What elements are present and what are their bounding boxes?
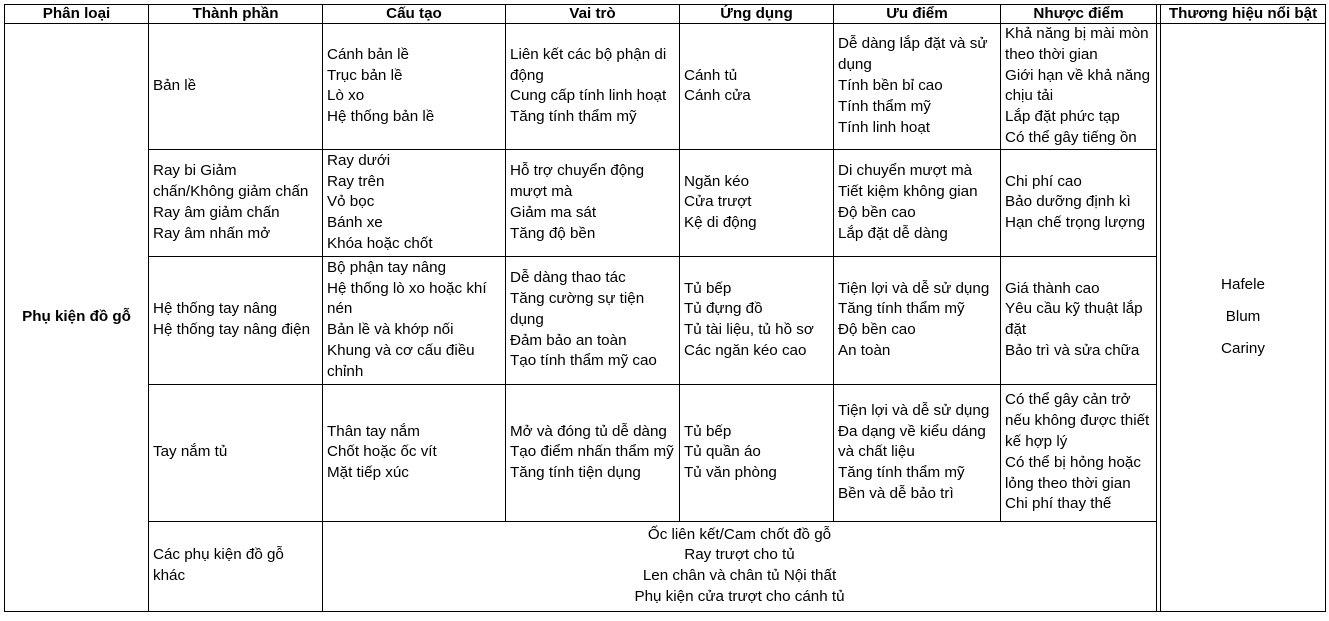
brand-name: Blum <box>1225 307 1261 325</box>
cell-line: Tăng cường sự tiện dụng <box>510 290 645 328</box>
header-pros: Ưu điểm <box>834 5 1001 24</box>
cell-line: Tính thẩm mỹ <box>838 97 931 115</box>
cell-line: Cánh bản lề <box>327 45 409 63</box>
cell-line: Khả năng bị mài mòn theo thời gian <box>1005 25 1149 63</box>
cell-line: An toàn <box>838 342 891 360</box>
cell-line: Ray âm giảm chấn <box>153 203 280 221</box>
cell-line: Kệ di động <box>684 214 757 232</box>
header-cons: Nhược điểm <box>1001 5 1157 24</box>
cell-line: Mặt tiếp xúc <box>327 464 409 482</box>
cell-line: Cung cấp tính linh hoạt <box>510 87 667 105</box>
application-cell <box>680 384 834 521</box>
cell-line: Lắp đặt dễ dàng <box>838 224 948 242</box>
cell-line: Bền và dễ bảo trì <box>838 484 954 502</box>
cell-line: Tăng tính thẩm mỹ <box>838 300 965 318</box>
cell-line: Ray bi Giảm chấn/Không giảm chấn <box>153 162 309 200</box>
cell-line: Bộ phận tay nâng <box>327 258 447 276</box>
cell-line: Ray trên <box>327 172 385 190</box>
cell-line: Len chân và chân tủ Nội thất <box>642 567 837 585</box>
role-cell <box>506 256 680 384</box>
header-structure: Cấu tạo <box>323 5 506 24</box>
cell-line: Chi phí thay thế <box>1005 495 1112 513</box>
cell-line: Ray trượt cho tủ <box>684 546 795 564</box>
cell-line: Tăng độ bền <box>510 224 596 242</box>
structure-cell <box>323 256 506 384</box>
header-role: Vai trò <box>506 5 680 24</box>
cell-line: Tăng tính thẩm mỹ <box>510 108 637 126</box>
cell-line: Bản lề và khớp nối <box>327 321 454 339</box>
cell-line: Có thể bị hỏng hoặc lỏng theo thời gian <box>1005 453 1141 492</box>
application-cell <box>680 256 834 384</box>
pros-cell <box>834 149 1001 256</box>
component-cell <box>149 149 323 256</box>
cell-line: Thân tay nắm <box>327 422 420 440</box>
cell-line: Tay nắm tủ <box>153 443 228 461</box>
structure-cell <box>323 24 506 150</box>
cell-line: Tủ văn phòng <box>684 464 777 482</box>
cell-line: Tăng tính tiện dụng <box>510 464 641 482</box>
role-cell <box>506 384 680 521</box>
cell-line: Cánh cửa <box>684 87 751 105</box>
cons-cell <box>1001 24 1157 150</box>
cell-line: Hệ thống tay nâng <box>153 300 278 318</box>
cell-line: Chốt hoặc ốc vít <box>327 443 437 461</box>
table-row <box>5 521 1326 611</box>
cell-line: Bảo trì và sửa chữa <box>1005 342 1140 360</box>
cell-line: Các phụ kiện đồ gỗ khác <box>153 546 284 585</box>
cell-line: Tạo điểm nhấn thẩm mỹ <box>510 443 674 461</box>
pros-cell <box>834 256 1001 384</box>
application-cell <box>680 24 834 150</box>
cell-line: Hệ thống bản lề <box>327 108 435 126</box>
role-cell <box>506 149 680 256</box>
cell-line: Ốc liên kết/Cam chốt đồ gỗ <box>647 525 832 543</box>
cell-line: Vỏ bọc <box>327 193 375 211</box>
cell-line: Chi phí cao <box>1005 172 1082 190</box>
component-cell <box>149 24 323 150</box>
cell-line: Các ngăn kéo cao <box>684 342 807 360</box>
cell-line: Tiện lợi và dễ sử dụng <box>838 279 990 297</box>
cell-line: Bảo dưỡng định kì <box>1005 193 1131 211</box>
accessories-table <box>4 4 1326 612</box>
role-cell <box>506 24 680 150</box>
cell-line: Có thể gây cản trở nếu không được thiết kế hợp lý <box>1005 391 1150 450</box>
table-row <box>5 24 1326 150</box>
cell-line: Tiện lợi và dễ sử dụng <box>838 401 990 419</box>
header-category: Phân loại <box>5 5 149 24</box>
cell-line: Bánh xe <box>327 214 383 232</box>
cons-cell <box>1001 256 1157 384</box>
cell-line: Tăng tính thẩm mỹ <box>838 464 965 482</box>
component-cell <box>149 256 323 384</box>
cell-line: Tủ bếp <box>684 279 732 297</box>
other-accessories-cell <box>323 521 1157 611</box>
cell-line: Tủ đựng đồ <box>684 300 763 318</box>
brands-cell <box>1161 24 1326 612</box>
pros-cell <box>834 24 1001 150</box>
application-cell <box>680 149 834 256</box>
cell-line: Tủ bếp <box>684 422 732 440</box>
cell-line: Giới hạn về khả năng chịu tải <box>1005 66 1151 105</box>
cell-line: Cửa trượt <box>684 193 752 211</box>
cell-line: Tính linh hoạt <box>838 118 931 136</box>
cell-line: Di chuyển mượt mà <box>838 162 973 180</box>
cell-line: Hệ thống tay nâng điện <box>153 321 311 339</box>
cell-line: Liên kết các bộ phận di động <box>510 45 667 84</box>
cell-line: Hạn chế trọng lượng <box>1005 214 1146 232</box>
header-component: Thành phần <box>149 5 323 24</box>
cell-line: Lò xo <box>327 87 365 105</box>
cell-line: Tủ quần áo <box>684 443 761 461</box>
brand-name: Cariny <box>1221 339 1265 357</box>
cell-line: Ray âm nhấn mở <box>153 224 271 242</box>
cell-line: Cánh tủ <box>684 66 738 84</box>
cell-line: Giảm ma sát <box>510 203 597 221</box>
cell-line: Giá thành cao <box>1005 279 1100 297</box>
cell-line: Yêu cầu kỹ thuật lắp đặt <box>1005 300 1143 339</box>
cell-line: Bản lề <box>153 76 197 94</box>
cell-line: Ngăn kéo <box>684 172 750 190</box>
cell-line: Tủ tài liệu, tủ hồ sơ <box>684 321 814 339</box>
cell-line: Đa dạng về kiểu dáng và chất liệu <box>838 422 986 461</box>
cell-line: Ray dưới <box>327 151 391 169</box>
table-row <box>5 149 1326 256</box>
table-row <box>5 384 1326 521</box>
cell-line: Tiết kiệm không gian <box>838 182 978 200</box>
cons-cell <box>1001 384 1157 521</box>
pros-cell <box>834 384 1001 521</box>
header-row <box>5 5 1326 24</box>
cell-line: Khung và cơ cấu điều chỉnh <box>327 342 475 380</box>
cell-line: Độ bền cao <box>838 321 916 339</box>
cell-line: Dễ dàng thao tác <box>510 269 626 287</box>
component-cell <box>149 521 323 611</box>
category-cell: Phụ kiện đồ gỗ <box>5 24 149 612</box>
header-application: Ứng dụng <box>680 5 834 24</box>
cell-line: Hệ thống lò xo hoặc khí nén <box>327 279 487 318</box>
brand-name: Hafele <box>1221 276 1265 294</box>
cell-line: Tính bền bỉ cao <box>838 76 943 94</box>
cons-cell <box>1001 149 1157 256</box>
cell-line: Độ bền cao <box>838 203 916 221</box>
cell-line: Trục bản lề <box>327 66 403 84</box>
cell-line: Hỗ trợ chuyển động mượt mà <box>510 162 645 200</box>
cell-line: Dễ dàng lắp đặt và sử dụng <box>838 35 988 74</box>
cell-line: Có thể gây tiếng ồn <box>1005 128 1137 146</box>
header-brands: Thương hiệu nổi bật <box>1161 5 1326 24</box>
cell-line: Mở và đóng tủ dễ dàng <box>510 422 667 440</box>
cell-line: Phụ kiện cửa trượt cho cánh tủ <box>634 588 845 606</box>
table-row <box>5 256 1326 384</box>
structure-cell <box>323 384 506 521</box>
cell-line: Tạo tính thẩm mỹ cao <box>510 352 657 370</box>
component-cell <box>149 384 323 521</box>
cell-line: Khóa hoặc chốt <box>327 234 433 252</box>
structure-cell <box>323 149 506 256</box>
cell-line: Lắp đặt phức tạp <box>1005 108 1120 126</box>
cell-line: Đảm bảo an toàn <box>510 331 627 349</box>
